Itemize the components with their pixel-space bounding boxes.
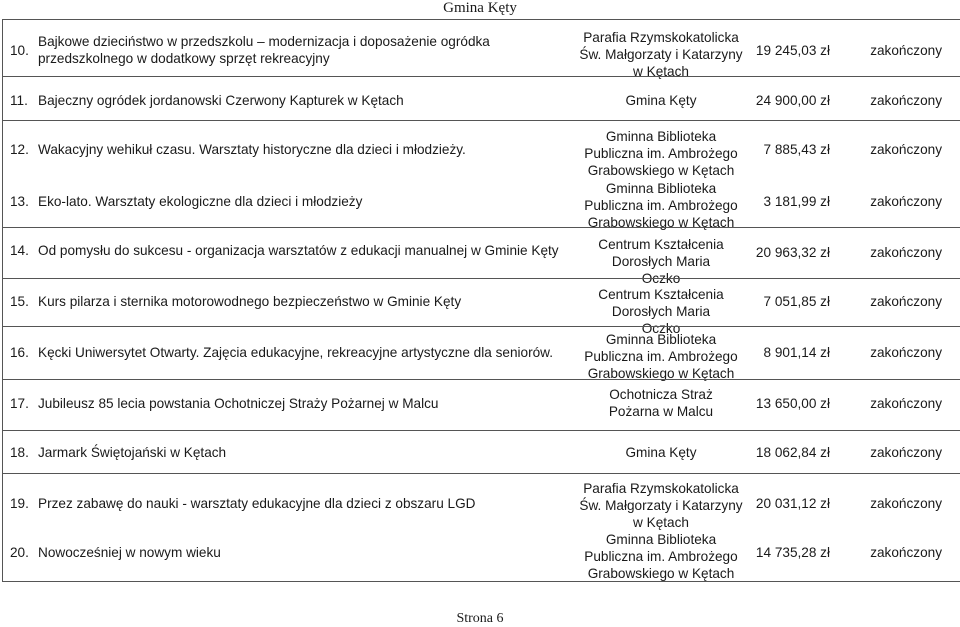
status: zakończony: [870, 194, 942, 209]
project-title: Bajkowe dzieciństwo w przedszkolu – modernizacja i doposażenie ogródka przedszkolnego w dodatkowy sprzęt rekreacyjny: [38, 34, 490, 66]
organization: Gminna Biblioteka Publiczna im. Ambrożego Grabowskiego w Kętach: [584, 532, 738, 581]
status: zakończony: [870, 93, 942, 108]
organization: Ochotnicza Straż Pożarna w Malcu: [608, 387, 714, 419]
row-number: 13.: [10, 194, 29, 209]
organization: Centrum Kształcenia Dorosłych Maria Oczko: [598, 237, 724, 286]
project-title: Od pomysłu do sukcesu - organizacja warsztatów z edukacji manualnej w Gminie Kęty: [38, 243, 559, 258]
amount: 13 650,00 zł: [755, 396, 830, 411]
amount: 14 735,28 zł: [755, 545, 830, 560]
amount: 19 245,03 zł: [755, 43, 830, 58]
organization: Parafia Rzymskokatolicka Św. Małgorzaty i Katarzyny w Kętach: [579, 481, 743, 530]
amount: 3 181,99 zł: [763, 194, 830, 209]
row-number: 11.: [10, 93, 28, 108]
status: zakończony: [870, 345, 942, 360]
table-border-bottom: [2, 581, 960, 582]
row-number: 20.: [10, 545, 29, 560]
amount: 8 901,14 zł: [763, 345, 830, 360]
organization: Gmina Kęty: [625, 445, 697, 460]
project-title: Jarmark Świętojański w Kętach: [38, 445, 227, 460]
project-title: Kęcki Uniwersytet Otwarty. Zajęcia edukacyjne, rekreacyjne artystyczne dla seniorów.: [38, 345, 554, 360]
page-number: Strona 6: [456, 611, 504, 626]
row-number: 10.: [10, 43, 29, 58]
table-border-left: [2, 19, 3, 582]
row-divider: [2, 278, 960, 279]
project-title: Jubileusz 85 lecia powstania Ochotniczej Straży Pożarnej w Malcu: [38, 396, 439, 411]
row-number: 12.: [10, 142, 29, 157]
row-number: 17.: [10, 396, 29, 411]
status: zakończony: [870, 396, 942, 411]
organization: Gmina Kęty: [625, 93, 697, 108]
amount: 20 031,12 zł: [755, 496, 830, 511]
row-divider: [2, 120, 960, 121]
amount: 20 963,32 zł: [755, 245, 830, 260]
status: zakończony: [870, 445, 942, 460]
project-title: Przez zabawę do nauki - warsztaty edukacyjne dla dzieci z obszaru LGD: [38, 496, 476, 511]
row-number: 14.: [10, 243, 29, 258]
row-divider: [2, 326, 960, 327]
organization: Gminna Biblioteka Publiczna im. Ambrożego Grabowskiego w Kętach: [584, 129, 738, 178]
status: zakończony: [870, 545, 942, 560]
row-number: 15.: [10, 294, 29, 309]
table-border-top: [2, 19, 960, 20]
amount: 18 062,84 zł: [755, 445, 830, 460]
project-title: Kurs pilarza i sternika motorowodnego bezpieczeństwo w Gminie Kęty: [38, 294, 462, 309]
organization: Gminna Biblioteka Publiczna im. Ambrożego Grabowskiego w Kętach: [584, 332, 738, 381]
amount: 7 885,43 zł: [763, 142, 830, 157]
row-divider: [2, 473, 960, 474]
status: zakończony: [870, 294, 942, 309]
row-divider: [2, 379, 960, 380]
organization: Gminna Biblioteka Publiczna im. Ambrożego Grabowskiego w Kętach: [584, 181, 738, 230]
amount: 7 051,85 zł: [763, 294, 830, 309]
amount: 24 900,00 zł: [755, 93, 830, 108]
project-title: Nowocześniej w nowym wieku: [38, 545, 221, 560]
page-header: Gmina Kęty: [443, 0, 517, 16]
row-divider: [2, 227, 960, 228]
project-title: Wakacyjny wehikuł czasu. Warsztaty historyczne dla dzieci i młodzieży.: [38, 142, 466, 157]
status: zakończony: [870, 496, 942, 511]
organization: Centrum Kształcenia Dorosłych Maria Oczko: [598, 287, 724, 336]
row-divider: [2, 430, 960, 431]
project-title: Bajeczny ogródek jordanowski Czerwony Kapturek w Kętach: [38, 93, 404, 108]
row-number: 16.: [10, 345, 29, 360]
row-number: 18.: [10, 445, 29, 460]
row-number: 19.: [10, 496, 29, 511]
status: zakończony: [870, 43, 942, 58]
status: zakończony: [870, 142, 942, 157]
status: zakończony: [870, 245, 942, 260]
row-divider: [2, 76, 960, 77]
project-title: Eko-lato. Warsztaty ekologiczne dla dzieci i młodzieży: [38, 194, 363, 209]
organization: Parafia Rzymskokatolicka Św. Małgorzaty i Katarzyny w Kętach: [579, 30, 743, 79]
